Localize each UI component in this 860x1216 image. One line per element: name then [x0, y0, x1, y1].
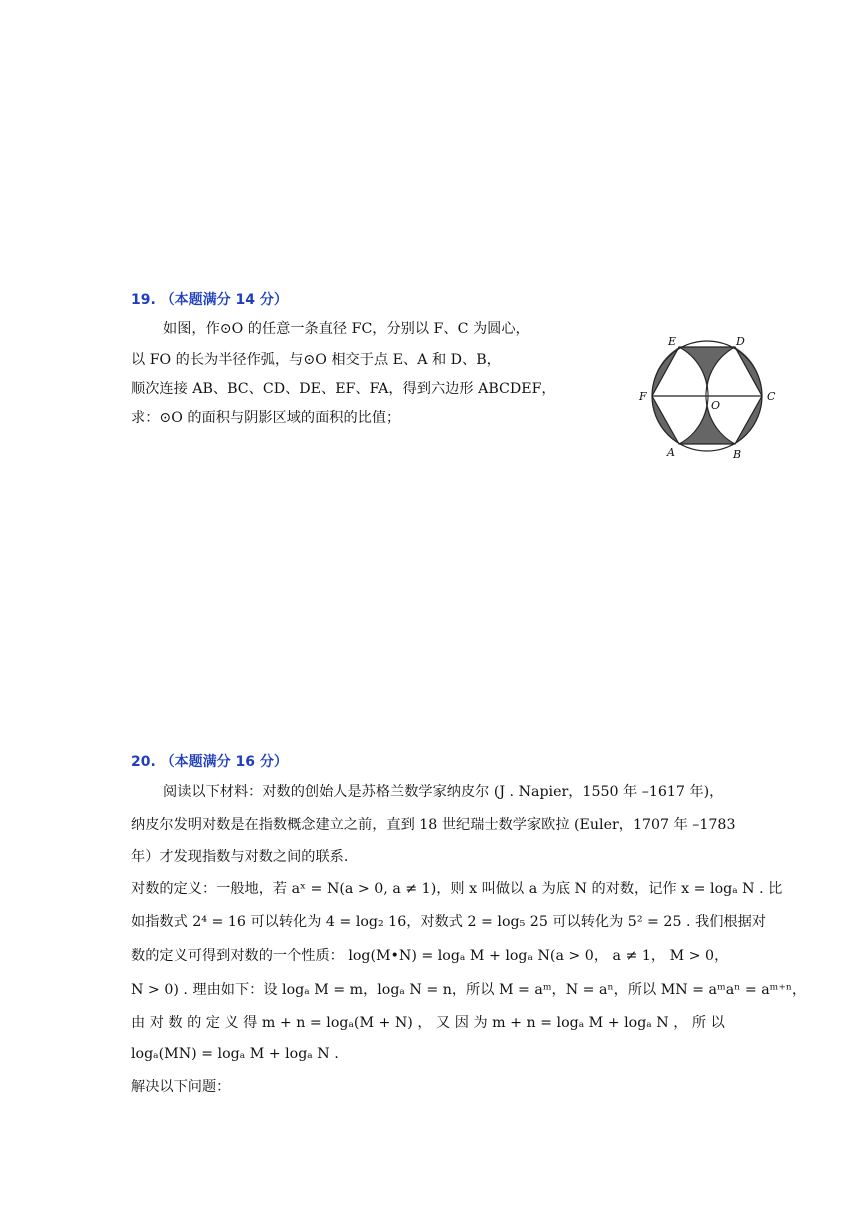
q20-line-6: 数的定义可得到对数的一个性质： log(M•N) = logₐ M + logₐ N(a > 0， a ≠ 1， M > 0， [131, 948, 729, 964]
q19-line-3: 顺次连接 AB、BC、CD、DE、EF、FA，得到六边形 ABCDEF， [131, 381, 556, 397]
q19-line-2: 以 FO 的长为半径作弧，与⊙O 相交于点 E、A 和 D、B， [131, 352, 501, 368]
hexagon-circle-figure [636, 332, 784, 462]
q20-line-3: 年）才发现指数与对数之间的联系. [131, 849, 349, 865]
q19-heading: 19. （本题满分 14 分） [131, 292, 288, 308]
label-o: O [711, 399, 721, 412]
q20-line-2: 纳皮尔发明对数是在指数概念建立之前，直到 18 世纪瑞士数学家欧拉 (Euler，1707 年 –1783 [131, 817, 736, 833]
q19-line-4: 求：⊙O 的面积与阴影区域的面积的比值； [131, 410, 401, 426]
q20-line-1: 阅读以下材料：对数的创始人是苏格兰数学家纳皮尔 (J . Napier，1550 年 –1617 年)， [163, 784, 724, 800]
q20-line-4: 对数的定义：一般地，若 aˣ = N(a > 0, a ≠ 1)，则 x 叫做以 a 为底 N 的对数，记作 x = logₐ N . 比 [131, 881, 783, 897]
label-a: A [667, 446, 675, 459]
shaded-top-region [679, 347, 735, 396]
q19-line-1: 如图，作⊙O 的任意一条直径 FC，分别以 F、C 为圆心， [163, 321, 530, 337]
q20-line-7: N > 0) . 理由如下：设 logₐ M = m，logₐ N = n，所以 M = aᵐ，N = aⁿ，所以 MN = aᵐaⁿ = aᵐ⁺ⁿ， [131, 982, 807, 998]
label-b: B [733, 448, 742, 461]
label-f: F [639, 390, 647, 403]
label-d: D [736, 335, 745, 348]
shaded-bottom-region [679, 396, 735, 444]
q20-line-10: 解决以下问题： [131, 1079, 231, 1095]
label-e: E [668, 335, 677, 348]
q20-line-5: 如指数式 2⁴ = 16 可以转化为 4 = log₂ 16，对数式 2 = log₅ 25 可以转化为 5² = 25 . 我们根据对 [131, 914, 766, 930]
q20-heading: 20. （本题满分 16 分） [131, 754, 288, 770]
q20-line-9: logₐ(MN) = logₐ M + logₐ N . [131, 1046, 339, 1062]
label-c: C [767, 390, 776, 403]
q20-line-8: 由 对 数 的 定 义 得 m + n = logₐ(M + N) ， 又 因 为 m + n = logₐ M + logₐ N ， 所 以 [131, 1015, 725, 1031]
